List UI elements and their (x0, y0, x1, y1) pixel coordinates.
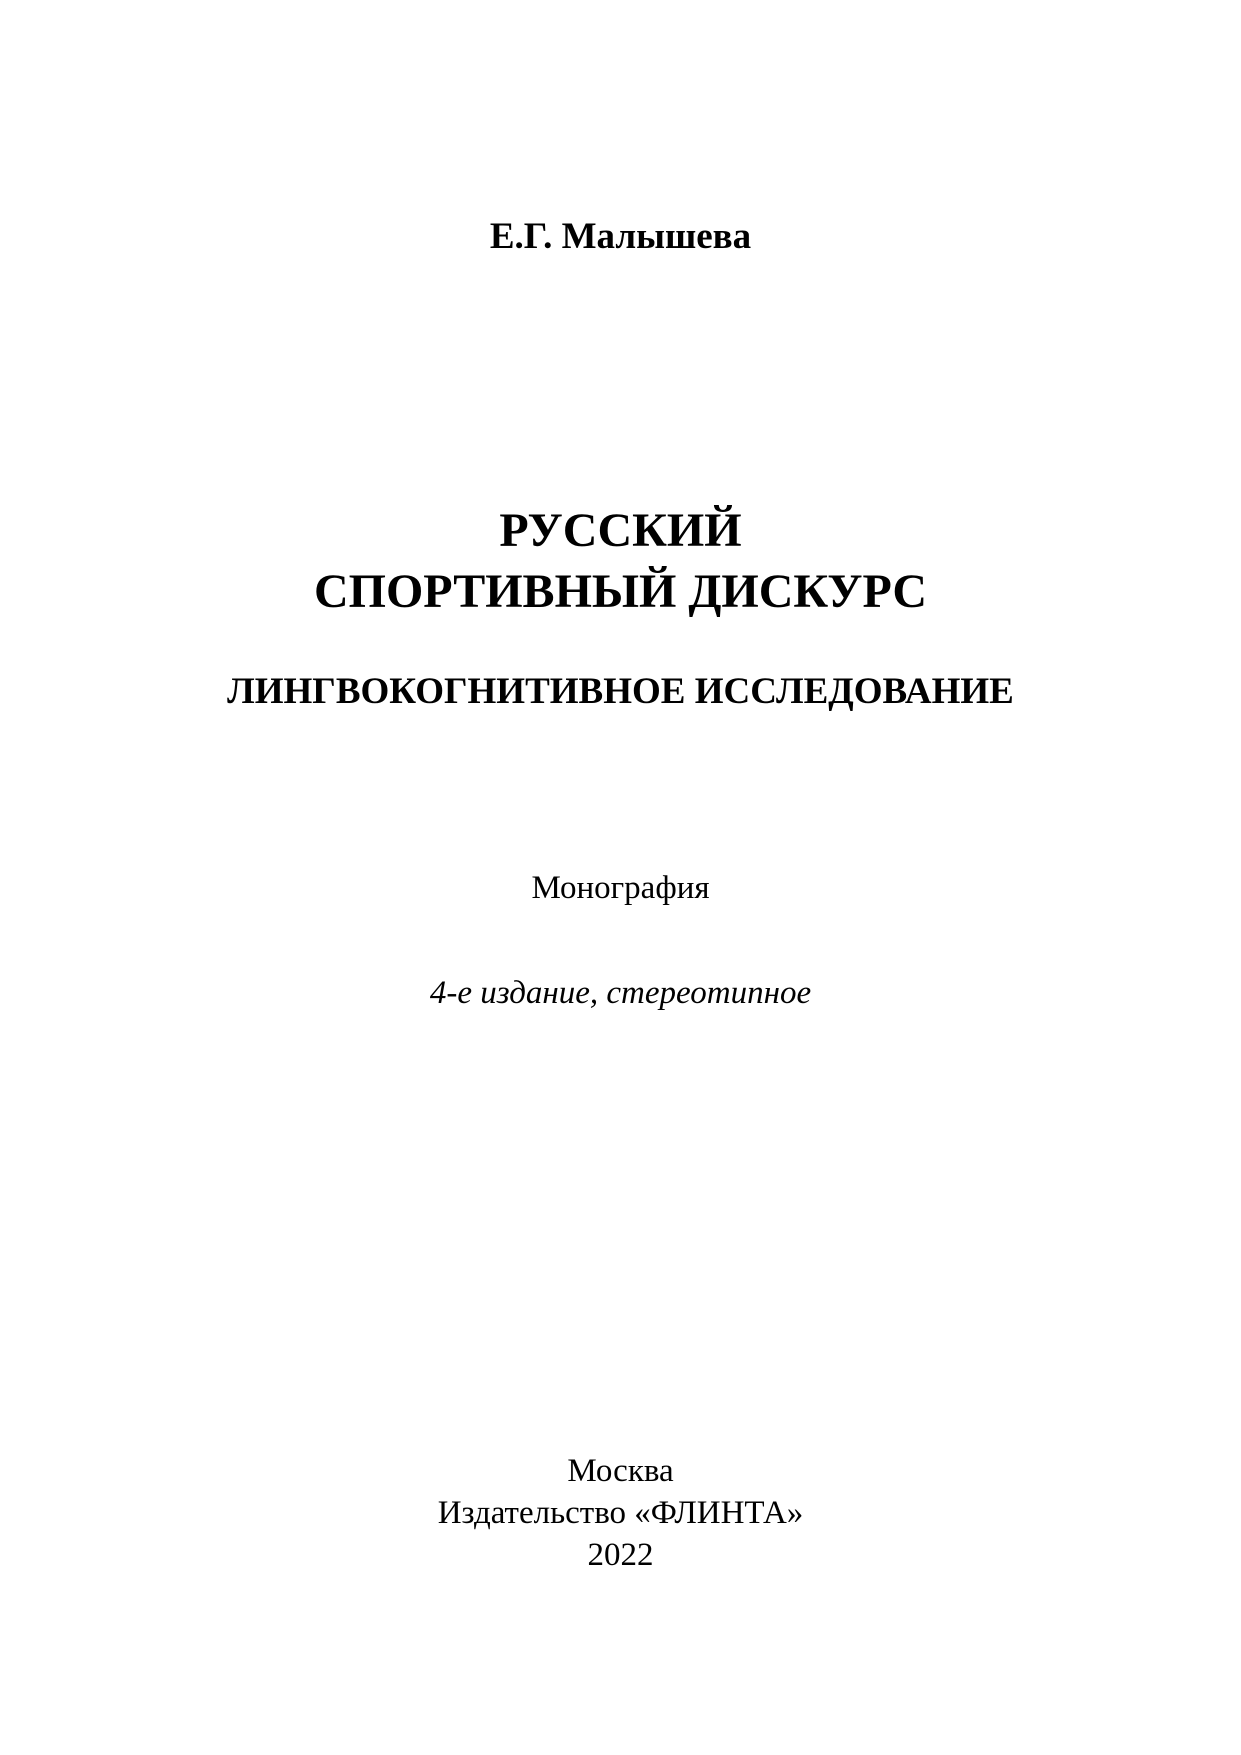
author-name: Е.Г. Малышева (489, 216, 752, 257)
genre-label: Монография (531, 870, 710, 906)
imprint-city: Москва (567, 1453, 674, 1489)
edition-note: 4-е издание, стереотипное (429, 975, 812, 1011)
imprint-publisher: Издательство «ФЛИНТА» (437, 1495, 804, 1531)
book-title-line-1: РУССКИЙ (499, 504, 742, 557)
book-subtitle: ЛИНГВОКОГНИТИВНОЕ ИССЛЕДОВАНИЕ (227, 671, 1014, 712)
imprint-year: 2022 (587, 1537, 654, 1573)
book-title-line-2: СПОРТИВНЫЙ ДИСКУРС (313, 565, 928, 618)
